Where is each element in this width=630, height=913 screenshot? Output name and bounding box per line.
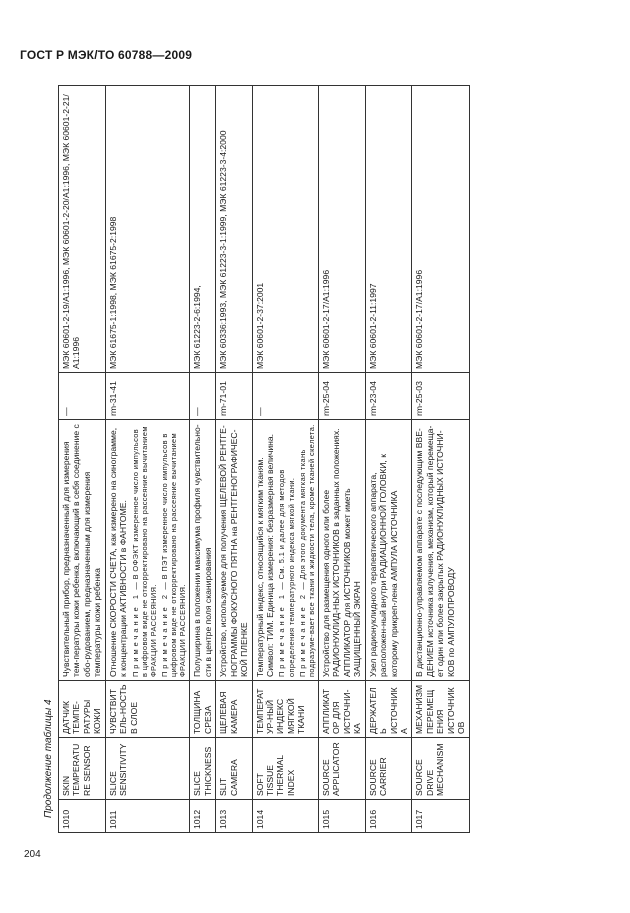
term-english-cell <box>216 738 252 800</box>
definition-cell <box>190 420 216 681</box>
term-number-cell <box>190 800 216 833</box>
terms-table <box>58 85 470 833</box>
reference-cell <box>190 86 216 373</box>
term-russian: ДАТЧИК ТЕМПЕ-РАТУРЫ КОЖИ <box>61 699 103 734</box>
term-russian-cell <box>365 681 412 738</box>
table-row <box>190 86 216 833</box>
reference-cell <box>105 86 189 373</box>
term-number: 1014 <box>254 809 265 829</box>
term-english: SOURCE APPLICATOR <box>320 742 342 796</box>
term-english: SLIT CAMERA <box>218 759 239 796</box>
term-english: SOURCE DRIVE MECHANISM <box>414 743 446 796</box>
term-number: 1017 <box>414 809 425 829</box>
term-russian: МЕХАНИЗМ ПЕРЕМЕЩЕНИЯ ИСТОЧНИКОВ <box>414 684 467 734</box>
terms-table-body <box>59 86 470 833</box>
definition-cell <box>252 420 318 681</box>
term-code: rm-23-04 <box>367 381 378 416</box>
reference-standard: МЭК 61223-2-6:1994, <box>192 285 203 369</box>
term-english-cell <box>412 738 469 800</box>
term-russian: ТЕМПЕРАТУР-НЫЙ ИНДЕКС МЯГКОЙ ТКАНИ <box>254 688 307 734</box>
reference-cell <box>365 86 412 373</box>
definition-cell <box>59 420 106 681</box>
term-number-cell <box>59 800 106 833</box>
term-english-cell <box>190 738 216 800</box>
term-russian-cell <box>59 681 106 738</box>
definition-text: Отношение СКОРОСТИ СЧЕТА, как измерено на синограмме, к концентрации АКТИВНОСТИ в ФАНТОМЕ. <box>107 427 129 677</box>
term-english-cell <box>59 738 106 800</box>
term-russian-cell <box>216 681 252 738</box>
reference-standard: МЭК 60336:1993, МЭК 61223-3-1:1999, МЭК 61223-3-4:2000 <box>218 130 229 369</box>
table-caption: Продолжение таблицы 4 <box>43 699 54 818</box>
table-row <box>365 86 412 833</box>
term-number: 1015 <box>320 809 331 829</box>
term-russian: ДЕРЖАТЕЛЬ ИСТОЧНИКА <box>367 687 409 734</box>
term-english-cell <box>252 738 318 800</box>
note-1: Примечание 1 — См. 5.1 и далее для методов определения температурного индекса мягкой ткани. <box>277 469 296 677</box>
reference-standard: МЭК 60601-2-19/А1:1996, МЭК 60601-2-20/А1:1996, МЭК 60601-2-21/А1:1996 <box>61 94 82 369</box>
note-2: Примечание 2 — Для этого документа мягкая ткань подразуме-вает все ткани и жидкости тела, кроме тканей скелета. <box>297 424 316 677</box>
term-code: rm-25-03 <box>414 381 425 416</box>
term-code-cell <box>190 373 216 420</box>
reference-standard: МЭК 60601-2-11:1997 <box>367 283 378 369</box>
note-label: Примечание 1 <box>130 592 140 677</box>
table-row <box>216 86 252 833</box>
reference-cell <box>412 86 469 373</box>
term-number-cell <box>318 800 365 833</box>
definition-text: Чувствительный прибор, предназначенный для измерения тем-пературы кожи ребенка, включающий в себя соединение с обо-рудованием, предназначенным для измерения температуры кожи ребенка <box>61 424 103 677</box>
term-number-cell <box>216 800 252 833</box>
term-number: 1010 <box>61 809 71 829</box>
term-english-cell <box>105 738 189 800</box>
note-1: Примечание 1 — В ОФЭКТ измеренное число импульсов в цифровом виде не откорректировано на рассеяние вычитанием ФРАКЦИИ РАССЕЯНИЯ. <box>130 426 158 677</box>
term-number-cell <box>412 800 469 833</box>
definition-text: Устройство, используемое для получения ЩЕЛЕВОЙ РЕНТГЕ-НОГРАММЫ ФОКУСНОГО ПЯТНА на РЕНТГЕНОГРАФИЧЕС-КОЙ ПЛЕНКЕ <box>218 425 250 677</box>
rotated-table-container <box>58 85 576 833</box>
table-row <box>105 86 189 833</box>
definition-cell <box>216 420 252 681</box>
reference-standard: МЭК 60601-2-37:2001 <box>254 282 265 369</box>
note-label: Примечание 1 <box>277 592 287 677</box>
term-russian-cell <box>252 681 318 738</box>
term-russian: ТОЛЩИНА СРЕЗА <box>192 690 213 734</box>
note-label: Примечание 2 <box>160 592 169 677</box>
term-russian-cell <box>412 681 469 738</box>
term-code-cell <box>252 373 318 420</box>
definition-text: Узел радионуклидного терапевтического аппарата, расположен-ный внутри РАДИАЦИОННОЙ ГОЛОВКИ, к которому прикреп-лена АМПУЛА ИСТОЧНИКА <box>367 454 399 677</box>
term-english: SLICE THICKNESS <box>192 746 213 796</box>
term-russian: ЧУВСТВИТЕЛЬ-НОСТЬ В СЛОЕ <box>107 684 139 734</box>
term-code: — <box>254 407 265 416</box>
definition-cell <box>105 420 189 681</box>
term-code: rm-71-01 <box>218 381 229 416</box>
definition-cell <box>318 420 365 681</box>
term-russian-cell <box>105 681 189 738</box>
note-2: Примечание 2 — В ПЭТ измеренное число импульсов в цифровом виде не откорректировано на рассеяние вычитанием ФРАКЦИИ РАССЕЯНИЯ. <box>160 432 188 677</box>
term-code: rm-25-04 <box>320 381 331 416</box>
definition-text: Температурный индекс, относящийся к мягким тканям. Символ: ТИМ. Единица измерения: безразмерная величина. <box>254 433 275 677</box>
reference-cell <box>59 86 106 373</box>
table-row <box>412 86 469 833</box>
term-number-cell <box>365 800 412 833</box>
definition-text: В дистанционно-управляемом аппарате с последующим ВВЕ-ДЕНИЕМ источника излучения, механизм, который перемеща-ет один или более закрытых РАДИОНУКЛИДНЫХ ИСТОЧНИ-КОВ по АМПУЛОПРОВОДУ <box>414 425 456 677</box>
term-number: 1016 <box>367 809 378 829</box>
table-row <box>318 86 365 833</box>
term-code: — <box>192 407 203 416</box>
term-number: 1012 <box>192 809 203 829</box>
definition-text: Полуширина в положении максимума профиля чувствительно-сти в центре поля сканирования <box>192 424 213 677</box>
table-row <box>252 86 318 833</box>
reference-cell <box>252 86 318 373</box>
term-english-cell <box>365 738 412 800</box>
term-russian-cell <box>318 681 365 738</box>
term-number-cell <box>252 800 318 833</box>
term-english-cell <box>318 738 365 800</box>
term-russian: ЩЕЛЕВАЯ КАМЕРА <box>218 691 239 734</box>
term-code-cell <box>216 373 252 420</box>
page-number: 204 <box>24 849 41 860</box>
term-russian: АППЛИКАТОР ДЛЯ ИСТОЧНИ-КА <box>320 688 363 734</box>
reference-cell <box>318 86 365 373</box>
term-number-cell <box>105 800 189 833</box>
term-code: rm-31-41 <box>107 381 118 416</box>
reference-standard: МЭК 60601-2-17/А1:1996 <box>320 269 331 369</box>
definition-cell <box>412 420 469 681</box>
definition-cell <box>365 420 412 681</box>
term-code-cell <box>105 373 189 420</box>
term-code: — <box>61 407 71 416</box>
note-label: Примечание 2 <box>297 592 307 677</box>
reference-cell <box>216 86 252 373</box>
table-row <box>59 86 106 833</box>
reference-standard: МЭК 61675-1:1998, МЭК 61675-2:1998 <box>107 216 118 369</box>
term-code-cell <box>365 373 412 420</box>
term-number: 1011 <box>107 810 118 829</box>
term-russian-cell <box>190 681 216 738</box>
definition-text: Устройство для размещения одного или более РАДИОНУКЛИД-НЫХ ИСТОЧНИКОВ в заданных положениях. АППЛИКАТОР для ИСТОЧНИКОВ может иметь ЗАЩИЩЕННЫЙ ЭКРАН <box>320 428 363 677</box>
term-code-cell <box>318 373 365 420</box>
term-english: SOFT TISSUE THERMAL INDEX <box>254 755 296 796</box>
term-english: SKIN TEMPERATURE SENSOR <box>61 743 92 796</box>
term-english: SLICE SENSITIVITY <box>107 743 129 796</box>
term-english: SOURCE CARRIER <box>367 757 389 796</box>
term-number: 1013 <box>218 809 229 829</box>
term-code-cell <box>412 373 469 420</box>
document-header: ГОСТ Р МЭК/ТО 60788—2009 <box>20 48 193 62</box>
term-code-cell <box>59 373 106 420</box>
reference-standard: МЭК 60601-2-17/А1:1996 <box>414 269 425 369</box>
